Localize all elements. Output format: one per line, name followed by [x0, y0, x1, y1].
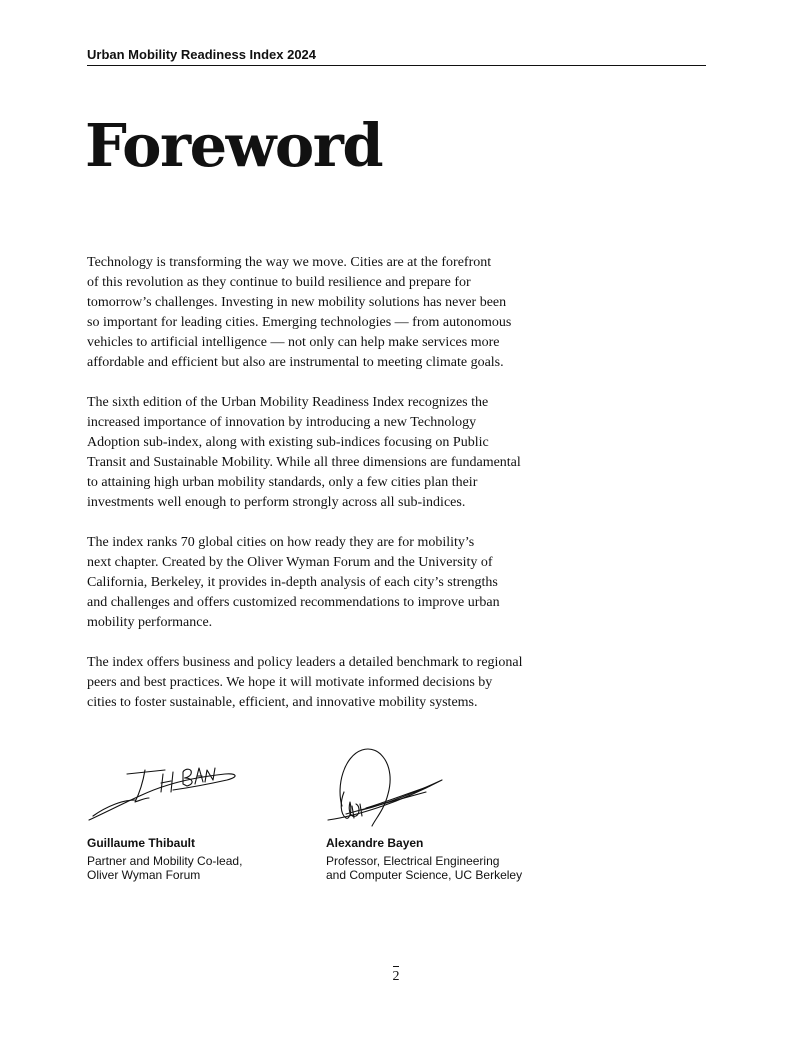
foreword-body — [87, 253, 567, 733]
running-header: Urban Mobility Readiness Index 2024 — [87, 47, 706, 66]
page-number-value: 2 — [392, 969, 400, 984]
signature-guillaume-thibault — [87, 762, 239, 824]
page-title: Foreword — [85, 111, 383, 180]
page-number-dash — [393, 966, 399, 967]
signature-alexandre-bayen — [326, 746, 446, 828]
paragraph-2: The sixth edition of the Urban Mobility Readiness Index recognizes the increased importance of innovation by introducing a new Technology Adoption sub-index, along with existing sub-indices focusing on Public Transit and Sustainable Mobility. While all three dimensions are fundamental to attaining high urban mobility standards, only a few cities plan their investments well enough to perform strongly across all sub-indices. — [87, 395, 521, 510]
page-number — [376, 966, 416, 985]
signatory-block-2 — [326, 835, 522, 882]
signatory-role: Partner and Mobility Co-lead, Oliver Wyman Forum — [87, 854, 243, 882]
paragraph-4: The index offers business and policy leaders a detailed benchmark to regional peers and best practices. We hope it will motivate informed decisions by cities to foster sustainable, efficient, and innovative mobility systems. — [87, 655, 523, 710]
signatory-name: Guillaume Thibault — [87, 836, 196, 850]
signatory-block-1 — [87, 835, 242, 882]
signatory-name: Alexandre Bayen — [326, 836, 424, 850]
paragraph-1: Technology is transforming the way we move. Cities are at the forefront of this revolution as they continue to build resilience and prepare for tomorrow’s challenges. Investing in new mobility solutions has never been so important for leading cities. Emerging technologies — from autonomous vehicles to artificial intelligence — not only can help make services more affordable and efficient but also are instrumental to meeting climate goals. — [87, 255, 512, 370]
paragraph-3: The index ranks 70 global cities on how ready they are for mobility’s next chapter. Created by the Oliver Wyman Forum and the University of California, Berkeley, it provides in-depth analysis of each city’s strengths and challenges and offers customized recommendations to improve urban mobility performance. — [87, 535, 500, 630]
signatory-role: Professor, Electrical Engineering and Computer Science, UC Berkeley — [326, 854, 523, 882]
